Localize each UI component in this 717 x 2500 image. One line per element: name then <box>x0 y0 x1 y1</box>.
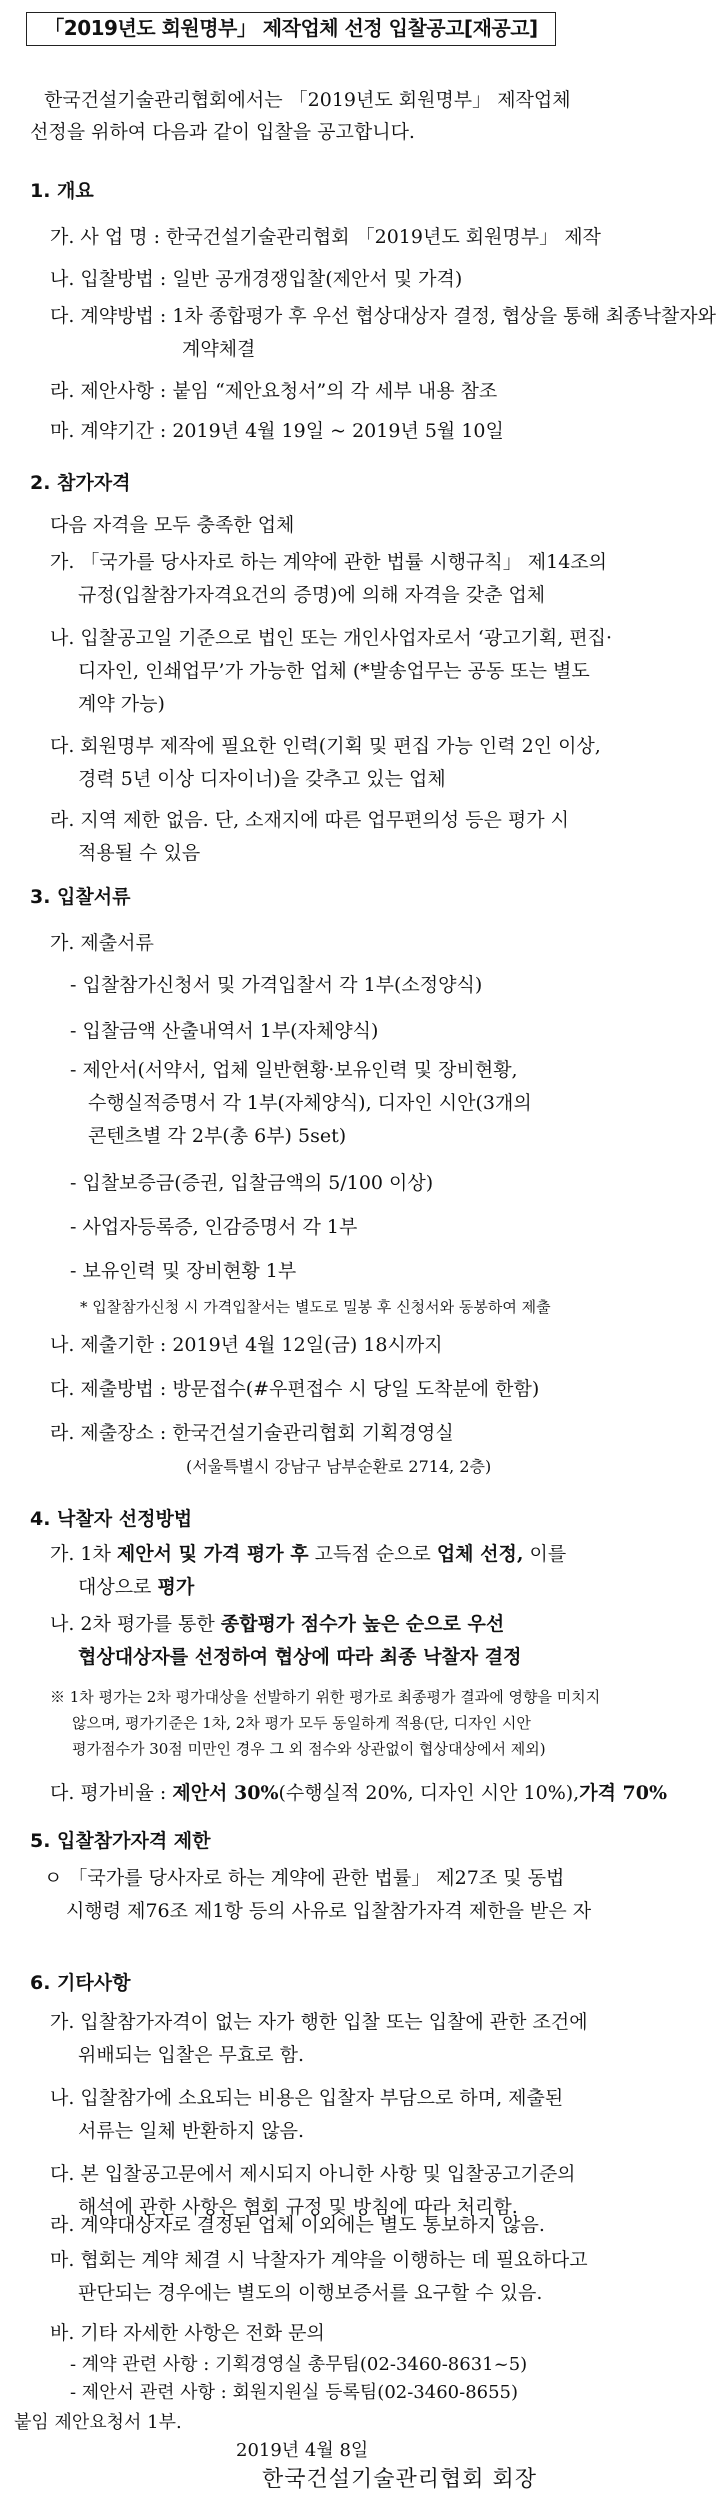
s6-contact-2: - 제안서 관련 사항 : 회원지원실 등록팀(02-3460-8655) <box>70 2382 519 2403</box>
s3-doc-6: - 보유인력 및 장비현황 1부 <box>70 1260 297 1282</box>
s2-item-3: 다. 회원명부 제작에 필요한 인력(기획 및 편집 가능 인력 2인 이상, 경력 5년 이상 디자이너)을 갖추고 있는 업체 <box>50 735 601 790</box>
s6-item-ma: 마. 협회는 계약 체결 시 낙찰자가 계약을 이행하는 데 필요하다고 판단되는 경우에는 별도의 이행보증서를 요구할 수 있음. <box>50 2249 588 2304</box>
s6-item-da: 다. 본 입찰공고문에서 제시되지 아니한 사항 및 입찰공고기준의 해석에 관한 사항은 협회 규정 및 방침에 따라 처리함. <box>50 2163 576 2218</box>
s6-item-ga: 가. 입찰참가자격이 없는 자가 행한 입찰 또는 입찰에 관한 조건에 위배되는 입찰은 무효로 함. <box>50 2011 588 2066</box>
s4-item-ga <box>50 1538 613 1604</box>
s3-note: * 입찰참가신청 시 가격입찰서는 별도로 밀봉 후 신청서와 동봉하여 제출 <box>80 1298 551 1316</box>
s4-ga-bold-1: 제안서 및 가격 평가 후 <box>116 1543 309 1565</box>
s3-doc-4: - 입찰보증금(증권, 입찰금액의 5/100 이상) <box>70 1172 434 1194</box>
s6-item-na: 나. 입찰참가에 소요되는 비용은 입찰자 부담으로 하며, 제출된 서류는 일체 반환하지 않음. <box>50 2087 564 2142</box>
s3-item-da: 다. 제출방법 : 방문접수(#우편접수 시 당일 도착분에 한함) <box>50 1378 540 1400</box>
s2-item-4: 라. 지역 제한 없음. 단, 소재지에 따른 업무편의성 등은 평가 시 적용될 수 있음 <box>50 809 570 864</box>
page-title: 「2019년도 회원명부」 제작업체 선정 입찰공고[재공고] <box>26 12 556 46</box>
s4-ga-mid: 고득점 순으로 <box>308 1543 437 1565</box>
section-5-heading: 5. 입찰참가자격 제한 <box>30 1830 211 1852</box>
s3-doc-2: - 입찰금액 산출내역서 1부(자체양식) <box>70 1020 379 1042</box>
s3-doc-5: - 사업자등록증, 인감증명서 각 1부 <box>70 1216 358 1238</box>
s6-item-ba: 바. 기타 자세한 사항은 전화 문의 <box>50 2322 325 2344</box>
s1-item-3: 다. 계약방법 : 1차 종합평가 후 우선 협상대상자 결정, 협상을 통해 최종낙찰자와 계약체결 <box>50 305 716 360</box>
s6-item-ra: 라. 계약대상자로 결정된 업체 이외에는 별도 통보하지 않음. <box>50 2214 545 2236</box>
s4-ga-bold-3: 평가 <box>157 1576 195 1598</box>
s2-item-2: 나. 입찰공고일 기준으로 법인 또는 개인사업자로서 ‘광고기획, 편집·디자인, 인쇄업무’가 가능한 업체 (*발송업무는 공동 또는 별도 계약 가능) <box>50 627 612 715</box>
s3-address: (서울특별시 강남구 남부순환로 2714, 2층) <box>186 1457 492 1476</box>
s2-item-1: 가. 「국가를 당사자로 하는 계약에 관한 법률 시행규칙」 제14조의 규정(입찰참가자격요건의 증명)에 의해 자격을 갖춘 업체 <box>50 551 608 606</box>
s4-da-bold-1: 제안서 30% <box>172 1782 279 1804</box>
s4-item-da <box>50 1778 667 1805</box>
s1-item-5: 마. 계약기간 : 2019년 4월 19일 ~ 2019년 5월 10일 <box>50 420 504 442</box>
s4-note: ※ 1차 평가는 2차 평가대상을 선발하기 위한 평가로 최종평가 결과에 영향을 미치지 않으며, 평가기준은 1차, 2차 평가 모두 동일하게 적용(단, 디자인 시안 평가점수가 30점 미만인 경우 그 외 점수와 상관없이 협상대상에서 제외) <box>50 1688 601 1758</box>
s4-da-prefix: 다. 평가비율 : <box>50 1782 173 1804</box>
s3-item-na: 나. 제출기한 : 2019년 4월 12일(금) 18시까지 <box>50 1334 443 1356</box>
section-4-heading: 4. 낙찰자 선정방법 <box>30 1508 193 1530</box>
s1-item-1: 가. 사 업 명 : 한국건설기술관리협회 「2019년도 회원명부」 제작 <box>50 226 601 248</box>
s4-ga-bold-2: 업체 선정, <box>436 1543 524 1565</box>
s2-lead: 다음 자격을 모두 충족한 업체 <box>50 514 295 536</box>
s3-doc-1: - 입찰참가신청서 및 가격입찰서 각 1부(소정양식) <box>70 974 483 996</box>
s4-na-prefix: 나. 2차 평가를 통한 <box>50 1613 221 1635</box>
s3-item-ga: 가. 제출서류 <box>50 932 154 954</box>
section-1-heading: 1. 개요 <box>30 180 94 202</box>
s1-item-4: 라. 제안사항 : 붙임 “제안요청서”의 각 세부 내용 참조 <box>50 380 498 402</box>
section-6-heading: 6. 기타사항 <box>30 1972 131 1994</box>
s5-text: ㅇ 「국가를 당사자로 하는 계약에 관한 법률」 제27조 및 동법 시행령 제76조 제1항 등의 사유로 입찰참가자격 제한을 받은 자 <box>44 1867 592 1922</box>
s1-item-2: 나. 입찰방법 : 일반 공개경쟁입찰(제안서 및 가격) <box>50 268 463 290</box>
attachment-note: 붙임 제안요청서 1부. <box>14 2412 182 2433</box>
signature: 한국건설기술관리협회 회장 <box>262 2467 538 2492</box>
s4-ga-prefix: 가. 1차 <box>50 1543 117 1565</box>
s4-da-bold-2: 가격 70% <box>579 1782 668 1804</box>
s6-contact-1: - 계약 관련 사항 : 기획경영실 총무팀(02-3460-8631~5) <box>70 2354 528 2375</box>
s3-item-ra: 라. 제출장소 : 한국건설기술관리협회 기획경영실 <box>50 1422 454 1444</box>
s4-item-na <box>50 1608 613 1674</box>
s4-na-bold: 종합평가 점수가 높은 순으로 우선 협상대상자를 선정하여 협상에 따라 최종 낙찰자 결정 <box>78 1613 522 1668</box>
intro-paragraph: 한국건설기술관리협회에서는 「2019년도 회원명부」 제작업체 선정을 위하여 다음과 같이 입찰을 공고합니다. <box>30 89 571 143</box>
s4-ga-mid-2: 이를 대상으로 <box>78 1543 567 1598</box>
issue-date: 2019년 4월 8일 <box>236 2440 369 2461</box>
section-2-heading: 2. 참가자격 <box>30 472 131 494</box>
s3-doc-3: - 제안서(서약서, 업체 일반현황·보유인력 및 장비현황, 수행실적증명서 각 1부(자체양식), 디자인 시안(3개의 콘텐츠별 각 2부(총 6부) 5set) <box>70 1059 532 1147</box>
section-3-heading: 3. 입찰서류 <box>30 886 131 908</box>
s4-da-mid: (수행실적 20%, 디자인 시안 10%), <box>278 1782 580 1804</box>
